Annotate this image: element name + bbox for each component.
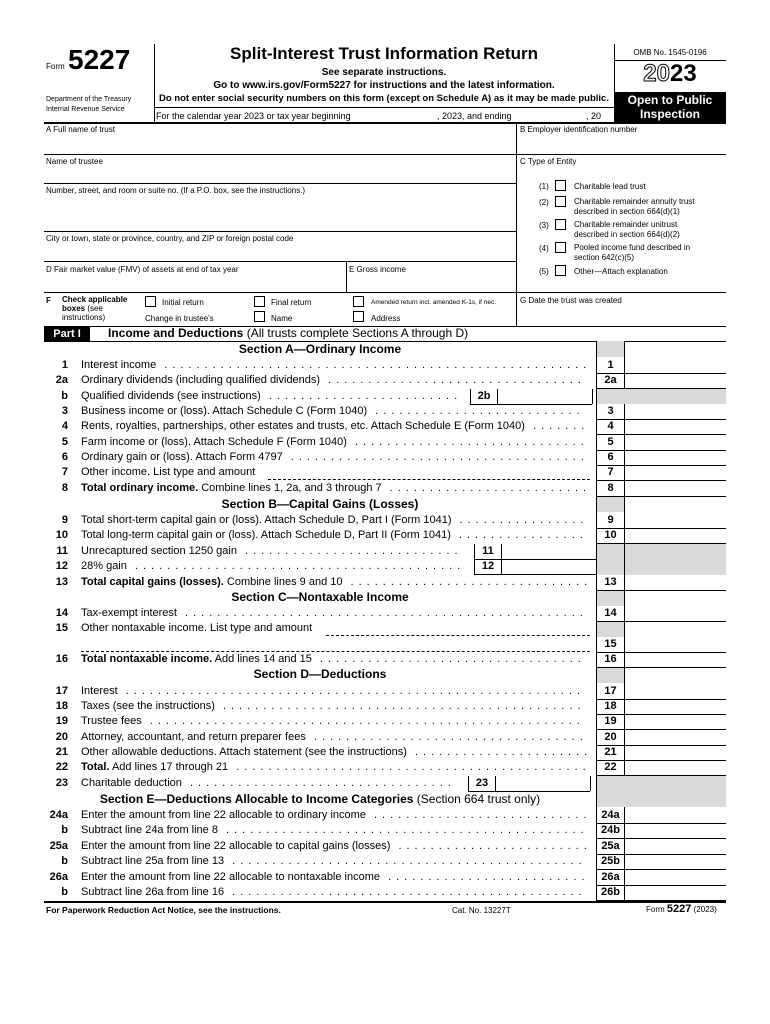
entity-1-label: Charitable lead trust	[574, 182, 646, 191]
calendar-end-label: , 20	[586, 111, 602, 121]
line-6-desc: Ordinary gain or (loss). Attach Form 4797	[81, 451, 283, 463]
entity-3-label: Charitable remainder unitrust	[574, 220, 678, 229]
box-label-9: 9	[607, 514, 614, 526]
tax-year-end-field[interactable]	[516, 110, 586, 121]
box-label-26a: 26a	[601, 871, 620, 883]
line-20	[46, 730, 594, 745]
line-2b-number: b	[61, 390, 68, 402]
trust-name-label: A Full name of trust	[46, 125, 115, 134]
year-prefix: 20	[643, 60, 670, 87]
box-label-21: 21	[604, 746, 617, 758]
leader-dots: .....................................	[282, 451, 589, 463]
box-label-15: 15	[604, 638, 617, 650]
omb-number: OMB No. 1545-0196	[633, 48, 707, 57]
amount-19-input[interactable]	[625, 714, 726, 729]
year-suffix: 23	[670, 60, 697, 87]
line-7-text	[81, 465, 255, 480]
line-8-text	[81, 481, 591, 496]
box-label-8: 8	[607, 482, 614, 494]
line-11-number: 11	[56, 545, 68, 557]
street-field[interactable]	[46, 196, 514, 230]
amount-11-input[interactable]	[501, 544, 597, 559]
line-6-text	[81, 450, 589, 465]
change-address-checkbox[interactable]	[353, 311, 364, 322]
line-16-bold: Total nontaxable income.	[81, 653, 213, 665]
line-23-text	[81, 776, 456, 791]
f-letter: F	[46, 296, 51, 305]
trustee-name-label: Name of trustee	[46, 157, 103, 166]
amount-1-input[interactable]	[625, 358, 726, 373]
date-created-field[interactable]	[520, 306, 724, 324]
line-17-desc: Interest	[81, 685, 118, 697]
leader-dots: .....................................................	[156, 359, 592, 371]
open-to-public-badge: Open to Public Inspection	[614, 92, 726, 122]
line-19	[46, 714, 594, 729]
line-11-text	[81, 544, 463, 559]
line-20-text	[81, 730, 588, 745]
line-14-desc: Tax-exempt interest	[81, 607, 177, 619]
entity-crat-checkbox[interactable]	[555, 196, 566, 207]
entity-3-num: (3)	[539, 221, 549, 230]
line-25a	[46, 839, 594, 854]
city-field[interactable]	[46, 244, 514, 260]
amount-4-input[interactable]	[625, 419, 726, 434]
box-label-5: 5	[607, 436, 614, 448]
line-13	[46, 575, 594, 590]
see-instructions: See separate instructions.	[321, 67, 447, 78]
amount-23-input[interactable]	[495, 776, 591, 791]
entity-2-label2: described in section 664(d)(1)	[574, 207, 680, 216]
leader-dots: ............................................	[224, 855, 587, 867]
leader-dots: .............................................	[217, 824, 589, 836]
entity-pooled-fund-checkbox[interactable]	[555, 242, 566, 253]
leader-dots: ......................................................	[141, 715, 585, 727]
city-label: City or town, state or province, country, and ZIP or foreign postal code	[46, 234, 294, 243]
line-3-number: 3	[61, 405, 68, 417]
box-label-16: 16	[604, 653, 617, 665]
section-d-heading: Section D—Deductions	[253, 667, 387, 681]
leader-dots: .........................................	[126, 560, 466, 572]
initial-return-label: Initial return	[162, 298, 204, 307]
amount-26a-input[interactable]	[625, 870, 726, 885]
box-label-10: 10	[604, 529, 617, 541]
leader-dots: ...........................	[365, 809, 592, 821]
amount-14-input[interactable]	[625, 606, 726, 621]
amount-24a-input[interactable]	[625, 808, 726, 823]
amount-8-input[interactable]	[625, 481, 726, 496]
amount-13-input[interactable]	[625, 575, 726, 590]
line-5	[46, 435, 594, 450]
line-4-number: 4	[61, 420, 68, 432]
line-24b-text	[81, 823, 589, 838]
box-label-1: 1	[607, 359, 614, 371]
box-label-7: 7	[607, 466, 614, 478]
gross-income-label: E Gross income	[349, 265, 406, 274]
line-4	[46, 419, 594, 434]
amount-9-input[interactable]	[625, 513, 726, 528]
line-12-text	[81, 559, 465, 574]
box-label-13: 13	[604, 576, 617, 588]
line-18	[46, 699, 594, 714]
leader-dots: .........................	[380, 871, 590, 883]
footer-form-number: 5227	[666, 903, 692, 915]
amended-return-checkbox[interactable]	[353, 296, 364, 307]
amount-25b-input[interactable]	[625, 854, 726, 869]
line-26a-desc: Enter the amount from line 22 allocable to nontaxable income	[81, 871, 381, 883]
line-18-text	[81, 699, 585, 714]
line-13-bold: Total capital gains (losses).	[81, 576, 224, 588]
line-13-desc: Combine lines 9 and 10	[223, 576, 343, 588]
part-1-title	[108, 326, 468, 340]
entity-other-checkbox[interactable]	[555, 265, 566, 276]
line-6	[46, 450, 594, 465]
line-2a-text	[81, 373, 586, 388]
tax-year-begin-field[interactable]	[365, 110, 435, 121]
footer-year: (2023)	[693, 905, 717, 914]
go-to-url: Go to www.irs.gov/Form5227 for instructions and the latest information.	[213, 80, 555, 91]
box-label-17: 17	[604, 685, 617, 697]
f-boxes-word: boxes	[62, 304, 86, 313]
box-label-24a: 24a	[601, 809, 620, 821]
line-22-desc: Add lines 17 through 21	[109, 761, 229, 773]
leader-dots: .................................	[311, 653, 586, 665]
amount-26b-input[interactable]	[625, 885, 726, 900]
line-10-desc: Total long-term capital gain or (loss). Attach Schedule D, Part II (Form 1041)	[81, 529, 451, 541]
amount-20-input[interactable]	[625, 730, 726, 745]
line-24b-number: b	[61, 824, 68, 836]
line-25b-desc: Subtract line 25a from line 13	[81, 855, 225, 867]
line-24b-desc: Subtract line 24a from line 8	[81, 824, 218, 836]
amount-24b-input[interactable]	[625, 823, 726, 838]
line-16-number: 16	[55, 653, 68, 665]
dept-irs: Internal Revenue Service	[46, 106, 125, 113]
line-14-number: 14	[55, 607, 68, 619]
line-25a-desc: Enter the amount from line 22 allocable to capital gains (losses)	[81, 840, 391, 852]
line-21-text	[81, 745, 592, 760]
dept-treasury: Department of the Treasury	[46, 96, 132, 103]
line-15-number: 15	[55, 622, 68, 634]
line-19-number: 19	[55, 715, 68, 727]
change-name-checkbox[interactable]	[254, 311, 265, 322]
leader-dots: .................................	[181, 777, 456, 789]
f-label-4: instructions)	[62, 313, 106, 322]
box-label-12: 12	[474, 559, 502, 574]
line-17	[46, 684, 594, 699]
box-label-3: 3	[607, 405, 614, 417]
ein-field[interactable]	[520, 135, 724, 153]
footer-form-id	[646, 903, 717, 915]
line-11-desc: Unrecaptured section 1250 gain	[81, 545, 237, 557]
entity-2-num: (2)	[539, 198, 549, 207]
change-name-label: Name	[271, 314, 293, 323]
line-26a-number: 26a	[49, 871, 68, 883]
line-5-number: 5	[61, 436, 68, 448]
other-nontaxable-list-field[interactable]	[326, 621, 590, 636]
line-1-text	[81, 358, 591, 373]
other-income-list-field[interactable]	[268, 465, 590, 480]
line-21-number: 21	[55, 746, 68, 758]
amended-return-label: Amended return incl. amended K-1s, if nec.	[371, 299, 497, 306]
line-13-number: 13	[55, 576, 68, 588]
line-22-text	[81, 760, 591, 775]
leader-dots: ................................	[320, 374, 586, 386]
line-23-desc: Charitable deduction	[81, 777, 182, 789]
calendar-year-label: For the calendar year 2023 or tax year beginning	[156, 111, 351, 121]
entity-type-label: C Type of Entity	[520, 157, 577, 166]
amount-7-input[interactable]	[625, 465, 726, 480]
leader-dots: .........................	[381, 482, 592, 494]
leader-dots: ................	[451, 514, 589, 526]
amount-2a-input[interactable]	[625, 373, 726, 388]
line-13-text	[81, 575, 592, 590]
line-5-text	[81, 435, 589, 450]
initial-return-checkbox[interactable]	[145, 296, 156, 307]
f-see-word: (see	[87, 304, 103, 313]
line-14-text	[81, 606, 588, 621]
paperwork-notice: For Paperwork Reduction Act Notice, see the instructions.	[46, 905, 281, 915]
line-2b-desc: Qualified dividends (see instructions)	[81, 390, 261, 402]
form-title: Split-Interest Trust Information Return	[230, 44, 538, 63]
leader-dots: .........................................................	[117, 685, 585, 697]
line-18-desc: Taxes (see the instructions)	[81, 700, 215, 712]
line-12-number: 12	[55, 560, 68, 572]
line-14	[46, 606, 594, 621]
line-24a-number: 24a	[49, 809, 68, 821]
amount-3-input[interactable]	[625, 404, 726, 419]
trust-name-field[interactable]	[46, 135, 514, 153]
entity-4-label2: section 642(c)(5)	[574, 253, 635, 262]
leader-dots: ..........................	[367, 405, 585, 417]
line-6-number: 6	[61, 451, 68, 463]
line-20-desc: Attorney, accountant, and return preparer fees	[81, 731, 306, 743]
entity-4-label: Pooled income fund described in	[574, 243, 691, 252]
line-3-desc: Business income or (loss). Attach Schedule C (Form 1040)	[81, 405, 368, 417]
box-label-22: 22	[604, 761, 617, 773]
line-24a-text	[81, 808, 592, 823]
leader-dots: .............................	[346, 436, 589, 448]
part-1-badge: Part I	[44, 327, 90, 341]
line-4-desc: Rents, royalties, partnerships, other estates and trusts, etc. Attach Schedule E (Form 1040)	[81, 420, 525, 432]
line-17-number: 17	[55, 685, 68, 697]
final-return-label: Final return	[271, 298, 312, 307]
footer-form-word: Form	[646, 905, 665, 914]
leader-dots: ......................	[406, 746, 593, 758]
line-9-text	[81, 513, 588, 528]
section-e-title: Section E—Deductions Allocable to Income Categories	[99, 792, 414, 806]
amount-15-input[interactable]	[625, 637, 726, 652]
ein-label: B Employer identification number	[520, 125, 638, 134]
amount-10-input[interactable]	[625, 528, 726, 543]
section-c-heading: Section C—Nontaxable Income	[231, 590, 409, 604]
section-e-heading	[44, 792, 596, 806]
line-24b	[46, 823, 594, 838]
line-24a-desc: Enter the amount from line 22 allocable to ordinary income	[81, 809, 366, 821]
line-1	[46, 358, 594, 373]
amount-2b-input[interactable]	[497, 389, 593, 404]
f-label-2	[62, 304, 103, 313]
calendar-mid-label: , 2023, and ending	[437, 111, 512, 121]
line-22-bold: Total.	[81, 761, 110, 773]
catalog-number: Cat. No. 13227T	[452, 906, 511, 915]
line-16	[46, 652, 594, 667]
line-25b	[46, 854, 594, 869]
box-label-2b: 2b	[470, 389, 498, 404]
line-9-desc: Total short-term capital gain or (loss). Attach Schedule D, Part I (Form 1041)	[81, 514, 452, 526]
line-2b-text	[81, 389, 462, 404]
amount-16-input[interactable]	[625, 652, 726, 667]
line-23-number: 23	[55, 777, 68, 789]
line-2a	[46, 373, 594, 388]
gross-income-field[interactable]	[350, 275, 514, 291]
line-25b-number: b	[61, 855, 68, 867]
part-1-title-bold: Income and Deductions	[108, 326, 244, 340]
line-5-desc: Farm income or (loss). Attach Schedule F (Form 1040)	[81, 436, 347, 448]
amount-5-input[interactable]	[625, 435, 726, 450]
box-label-26b: 26b	[601, 886, 620, 898]
line-26b-desc: Subtract line 26a from line 16	[81, 886, 225, 898]
line-16-text	[81, 652, 586, 667]
box-label-4: 4	[607, 420, 614, 432]
amount-25a-input[interactable]	[625, 839, 726, 854]
leader-dots: .......	[524, 420, 590, 432]
ssn-warning: Do not enter social security numbers on this form (except on Schedule A) as it may be made public.	[159, 93, 609, 104]
line-19-desc: Trustee fees	[81, 715, 142, 727]
final-return-checkbox[interactable]	[254, 296, 265, 307]
entity-3-label2: described in section 664(d)(2)	[574, 230, 680, 239]
entity-1-num: (1)	[539, 182, 549, 191]
section-b-heading: Section B—Capital Gains (Losses)	[221, 497, 419, 511]
line-18-number: 18	[55, 700, 68, 712]
line-20-number: 20	[55, 731, 68, 743]
line-4-text	[81, 419, 589, 434]
entity-5-num: (5)	[539, 267, 549, 276]
line-24a	[46, 808, 594, 823]
leader-dots: ............................................	[224, 886, 587, 898]
line-25b-text	[81, 854, 587, 869]
box-label-19: 19	[604, 715, 617, 727]
street-label: Number, street, and room or suite no. (If a P.O. box, see the instructions.)	[46, 186, 306, 195]
line-26b	[46, 885, 594, 900]
change-address-label: Address	[371, 314, 401, 323]
line-3-text	[81, 404, 585, 419]
line-10	[46, 528, 594, 543]
line-3	[46, 404, 594, 419]
line-7-desc: Other income. List type and amount	[81, 466, 256, 478]
entity-2-label: Charitable remainder annuity trust	[574, 197, 695, 206]
line-1-number: 1	[61, 359, 68, 371]
line-2a-desc: Ordinary dividends (including qualified dividends)	[81, 374, 321, 386]
line-1-desc: Interest income	[81, 359, 157, 371]
line-15-text	[81, 621, 312, 636]
leader-dots: ..................................	[305, 731, 588, 743]
line-22	[46, 760, 594, 775]
amount-12-input[interactable]	[501, 559, 597, 574]
tax-year-end-yy-field[interactable]	[600, 110, 614, 121]
leader-dots: ..............................	[342, 576, 593, 588]
line-21-desc: Other allowable deductions. Attach statement (see the instructions)	[81, 746, 407, 758]
line-8-number: 8	[61, 482, 68, 494]
fmv-label: D Fair market value (FMV) of assets at end of tax year	[46, 265, 239, 274]
line-26b-text	[81, 885, 587, 900]
form-word: Form	[46, 62, 65, 71]
tax-year	[614, 60, 726, 88]
date-created-label: G Date the trust was created	[520, 296, 622, 305]
amount-17-input[interactable]	[625, 684, 726, 699]
line-15-desc: Other nontaxable income. List type and amount	[81, 622, 313, 634]
amount-6-input[interactable]	[625, 450, 726, 465]
line-19-text	[81, 714, 585, 729]
box-label-24b: 24b	[601, 824, 620, 836]
part-1-title-note: (All trusts complete Sections A through D)	[246, 326, 469, 340]
section-e-note: (Section 664 trust only)	[416, 792, 541, 806]
line-12-desc: 28% gain	[81, 560, 127, 572]
line-8	[46, 481, 594, 496]
other-nontaxable-list-field-2[interactable]	[81, 637, 590, 652]
leader-dots: ........................	[390, 840, 592, 852]
line-16-desc: Add lines 14 and 15	[212, 653, 312, 665]
trustee-name-field[interactable]	[46, 167, 514, 183]
line-26b-number: b	[61, 886, 68, 898]
leader-dots: ........................	[260, 390, 463, 402]
box-label-11: 11	[474, 544, 502, 559]
change-trustee-label: Change in trustee's	[145, 314, 214, 323]
entity-4-num: (4)	[539, 244, 549, 253]
leader-dots: ................	[450, 529, 588, 541]
line-25a-text	[81, 839, 592, 854]
box-label-14: 14	[604, 607, 617, 619]
line-26a	[46, 870, 594, 885]
line-8-desc: Combine lines 1, 2a, and 3 through 7	[198, 482, 382, 494]
amount-18-input[interactable]	[625, 699, 726, 714]
line-9-number: 9	[61, 514, 68, 526]
form-number: 5227	[68, 44, 131, 75]
leader-dots: ............................................	[228, 761, 591, 773]
box-label-25b: 25b	[601, 855, 620, 867]
leader-dots: ..................................................	[176, 607, 588, 619]
box-label-20: 20	[604, 731, 617, 743]
line-25a-number: 25a	[49, 840, 68, 852]
fmv-field[interactable]	[46, 275, 344, 291]
line-8-bold: Total ordinary income.	[81, 482, 199, 494]
box-label-2a: 2a	[604, 374, 617, 386]
line-10-number: 10	[55, 529, 68, 541]
entity-5-label: Other—Attach explanation	[574, 267, 668, 276]
f-label-1: Check applicable	[62, 295, 128, 304]
line-9	[46, 513, 594, 528]
line-17-text	[81, 684, 585, 699]
entity-crut-checkbox[interactable]	[555, 219, 566, 230]
leader-dots: .............................................	[214, 700, 586, 712]
section-a-heading: Section A—Ordinary Income	[238, 342, 402, 356]
line-26a-text	[81, 870, 589, 885]
box-label-25a: 25a	[601, 840, 620, 852]
box-label-18: 18	[604, 700, 617, 712]
line-21	[46, 745, 594, 760]
amount-22-input[interactable]	[625, 760, 726, 775]
entity-charitable-lead-checkbox[interactable]	[555, 180, 566, 191]
box-label-23: 23	[468, 776, 496, 791]
line-22-number: 22	[55, 761, 68, 773]
box-label-6: 6	[607, 451, 614, 463]
line-7-number: 7	[61, 466, 68, 478]
line-2a-number: 2a	[55, 374, 68, 386]
leader-dots: ...........................	[236, 545, 463, 557]
amount-21-input[interactable]	[625, 745, 726, 760]
line-10-text	[81, 528, 588, 543]
